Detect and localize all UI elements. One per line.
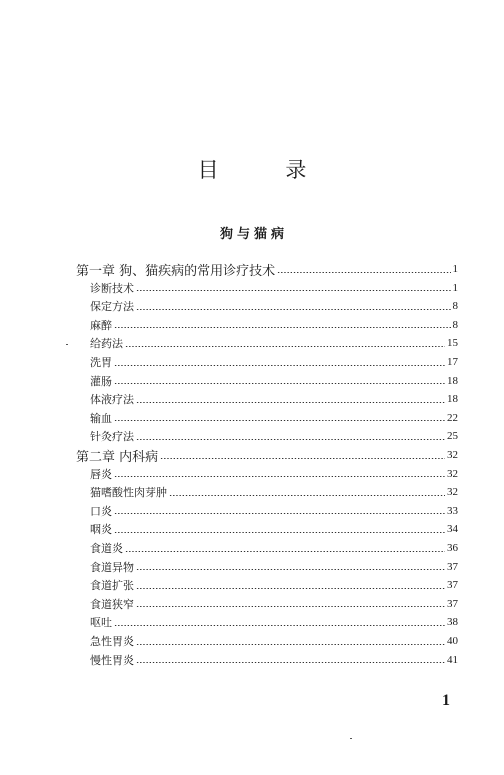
page-number: 1 [442, 692, 450, 709]
dot-leader [114, 383, 445, 384]
toc-entry-page: 38 [447, 616, 458, 629]
toc-entry-title: 体液疗法 [90, 393, 134, 407]
toc-item-row [90, 427, 458, 445]
dot-leader [114, 532, 445, 533]
print-speck [350, 738, 352, 739]
toc-item-row [90, 297, 458, 315]
toc-entry-title: 口炎 [90, 504, 112, 518]
dot-leader [169, 495, 445, 496]
toc-entry-title: 诊断技术 [90, 281, 134, 295]
toc-entry-page: 32 [447, 467, 458, 480]
dot-leader [136, 402, 445, 403]
dot-leader [136, 290, 451, 291]
print-speck [66, 344, 68, 345]
dot-leader [160, 458, 445, 459]
toc-item-row [90, 372, 458, 390]
dot-leader [136, 606, 445, 607]
toc-item-row [90, 595, 458, 613]
dot-leader [114, 476, 445, 477]
toc-item-row [90, 409, 458, 427]
toc-chapter-row [76, 260, 458, 278]
toc-entry-title: 针灸疗法 [90, 430, 134, 444]
toc-item-row [90, 279, 458, 297]
toc-entry-page: 1 [452, 281, 458, 294]
toc-entry-title: 食道狭窄 [90, 597, 134, 611]
toc-entry-page: 8 [452, 318, 458, 331]
toc-entry-title: 给药法 [90, 337, 123, 351]
toc-entry-page: 34 [447, 523, 458, 536]
toc-entry-title: 食道异物 [90, 560, 134, 574]
dot-leader [136, 309, 451, 310]
toc-entry-page: 36 [447, 542, 458, 554]
dot-leader [114, 513, 445, 514]
toc-item-row [90, 316, 458, 334]
dot-leader [136, 662, 445, 663]
toc-entry-title: 食道炎 [90, 542, 123, 555]
toc-item-row [90, 651, 458, 669]
toc-entry-page: 37 [447, 579, 458, 592]
toc-entry-page: 37 [447, 597, 458, 610]
toc-entry-page: 8 [452, 300, 458, 313]
toc-item-row [90, 465, 458, 483]
toc-entry-page: 18 [447, 393, 458, 406]
toc-item-row [90, 353, 458, 371]
toc-item-row [90, 520, 458, 538]
page-title: 目 录 [197, 158, 337, 182]
dot-leader [114, 327, 451, 328]
dot-leader [136, 569, 445, 570]
toc-entry-title: 呕吐 [90, 616, 112, 630]
toc-entry-page: 15 [447, 337, 458, 350]
toc-item-row [90, 502, 458, 520]
toc-item-row [90, 558, 458, 576]
dot-leader [136, 439, 445, 440]
toc-entry-title: 慢性胃炎 [90, 653, 134, 667]
toc-entry-title: 保定方法 [90, 300, 134, 314]
toc-entry-page: 32 [447, 486, 458, 499]
toc-entry-title: 第一章 狗、猫疾病的常用诊疗技术 [76, 263, 276, 279]
toc-entry-page: 33 [447, 504, 458, 517]
toc-entry-title: 食道扩张 [90, 579, 134, 593]
toc-item-row [90, 483, 458, 501]
toc-entry-title: 输血 [90, 411, 112, 425]
dot-leader [114, 365, 445, 366]
toc-entry-page: 1 [452, 263, 458, 275]
toc-entry-title: 猫嗜酸性肉芽肿 [90, 486, 167, 500]
toc-entry-page: 41 [447, 653, 458, 666]
toc-entry-page: 25 [447, 430, 458, 443]
toc-entry-title: 急性胃炎 [90, 635, 134, 648]
toc-item-row [90, 613, 458, 631]
dot-leader [277, 272, 450, 273]
toc-entry-page: 18 [447, 374, 458, 387]
dot-leader [125, 551, 445, 552]
toc-item-row [90, 576, 458, 594]
toc-entry-title: 洗胃 [90, 356, 112, 369]
toc-item-row [90, 539, 458, 557]
toc-entry-title: 第二章 内科病 [76, 449, 159, 465]
toc-entry-title: 唇炎 [90, 467, 112, 481]
dot-leader [125, 346, 445, 347]
dot-leader [136, 644, 445, 645]
dot-leader [114, 625, 445, 626]
toc-entry-page: 40 [447, 635, 458, 647]
toc-item-row [90, 334, 458, 352]
toc-entry-page: 17 [447, 356, 458, 368]
toc-entry-title: 咽炎 [90, 523, 112, 537]
dot-leader [136, 588, 445, 589]
toc-item-row [90, 390, 458, 408]
toc-chapter-row [76, 446, 458, 464]
toc-entry-page: 37 [447, 560, 458, 573]
toc-item-row [90, 632, 458, 650]
dot-leader [114, 420, 445, 421]
toc-entry-title: 麻醉 [90, 318, 112, 332]
toc-entry-page: 22 [447, 411, 458, 424]
section-title: 狗与猫病 [219, 227, 288, 242]
toc-entry-page: 32 [447, 449, 458, 461]
toc-entry-title: 灌肠 [90, 374, 112, 388]
